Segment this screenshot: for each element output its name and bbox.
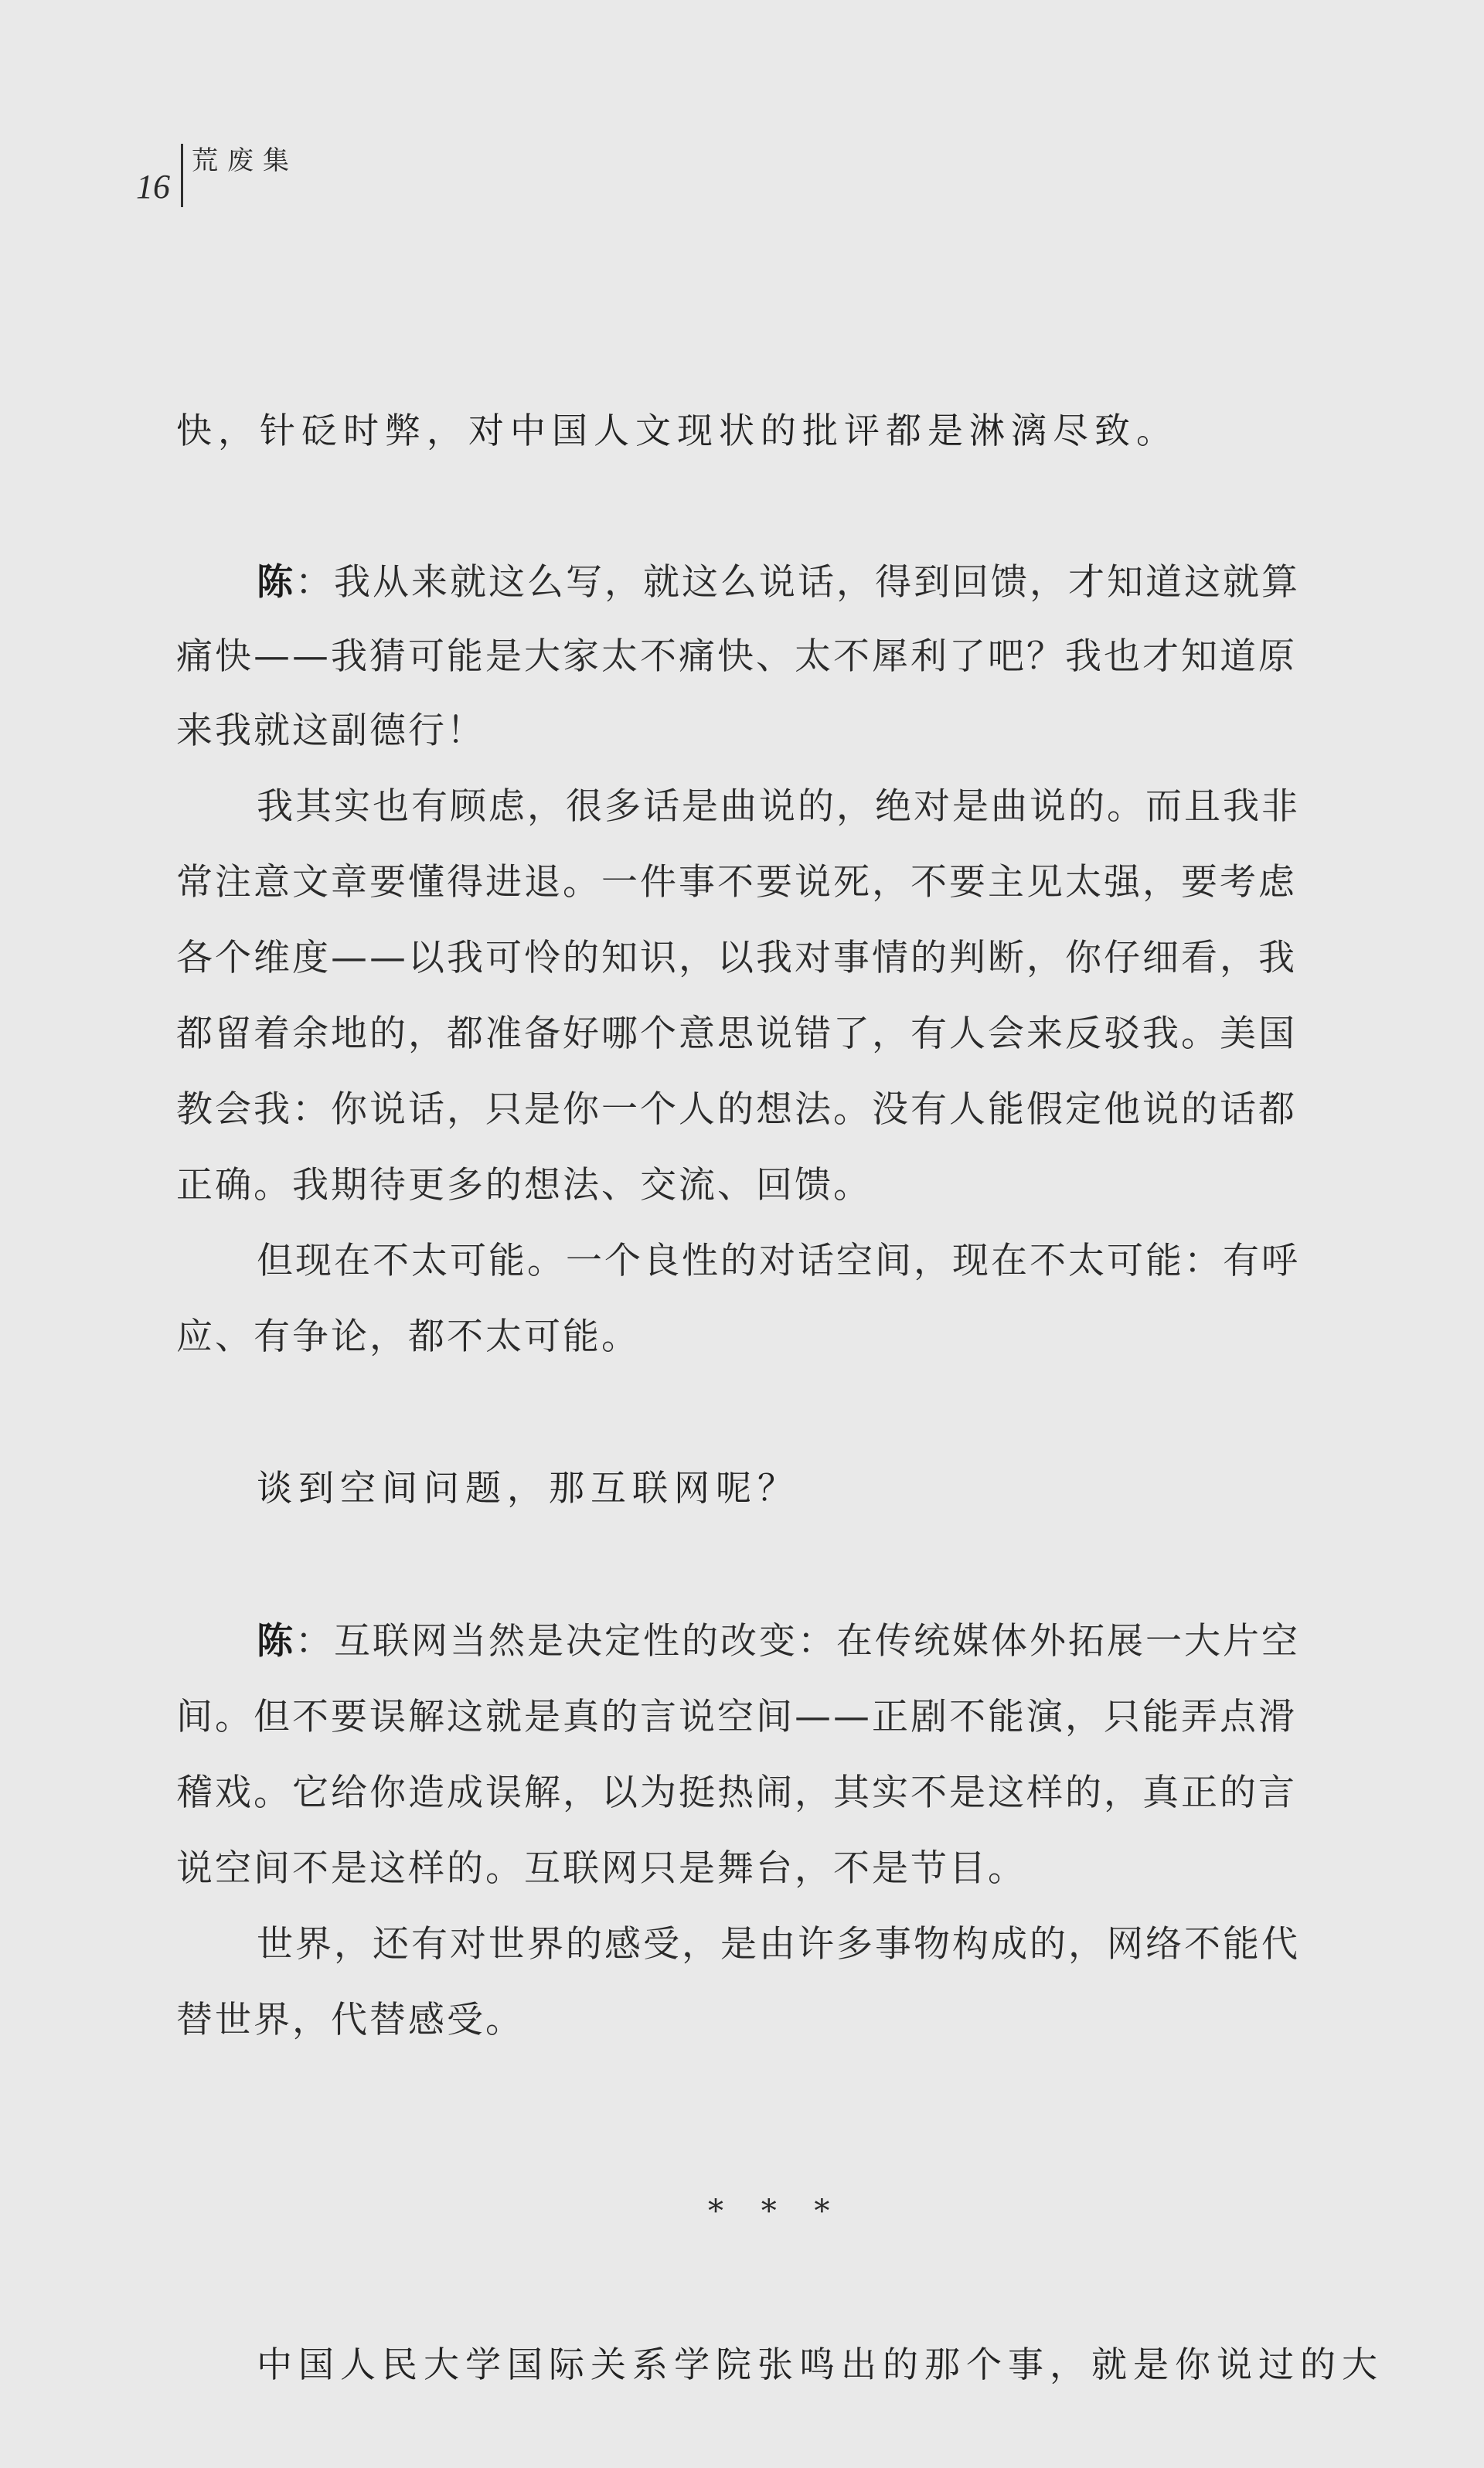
paragraph-line: 世界，还有对世界的感受，是由许多事物构成的，网络不能代 bbox=[257, 1923, 1300, 1966]
paragraph-line: 各个维度——以我可怜的知识，以我对事情的判断，你仔细看，我 bbox=[176, 937, 1297, 979]
paragraph-line: 正确。我期待更多的想法、交流、回馈。 bbox=[176, 1164, 872, 1207]
answer-line: 说空间不是这样的。互联网只是舞台，不是节目。 bbox=[176, 1847, 1026, 1890]
page-number: 16 bbox=[136, 168, 170, 206]
answer-line: 痛快——我猜可能是大家太不痛快、太不犀利了吧？我也才知道原 bbox=[176, 635, 1297, 678]
paragraph-line: 我其实也有顾虑，很多话是曲说的，绝对是曲说的。而且我非 bbox=[257, 785, 1300, 828]
answer-line: 来我就这副德行！ bbox=[176, 710, 485, 752]
speaker-label: 陈 bbox=[257, 561, 295, 604]
paragraph-line: 应、有争论，都不太可能。 bbox=[176, 1316, 640, 1358]
answer-line: 间。但不要误解这就是真的言说空间——正剧不能演，只能弄点滑 bbox=[176, 1696, 1297, 1738]
paragraph-line: 都留着余地的，都准备好哪个意思说错了，有人会来反驳我。美国 bbox=[176, 1013, 1297, 1055]
answer-text: ：我从来就这么写，就这么说话，得到回馈，才知道这就算 bbox=[295, 561, 1300, 604]
paragraph-line: 教会我：你说话，只是你一个人的想法。没有人能假定他说的话都 bbox=[176, 1088, 1297, 1131]
speaker-label: 陈 bbox=[257, 1620, 295, 1663]
answer-text: ：互联网当然是决定性的改变：在传统媒体外拓展一大片空 bbox=[295, 1620, 1300, 1663]
question-continuation: 快，针砭时弊，对中国人文现状的批评都是淋漓尽致。 bbox=[176, 410, 1178, 451]
paragraph-line: 但现在不太可能。一个良性的对话空间，现在不太可能：有呼 bbox=[257, 1240, 1300, 1282]
answer-line: 稽戏。它给你造成误解，以为挺热闹，其实不是这样的，真正的言 bbox=[176, 1772, 1297, 1814]
answer-line bbox=[257, 1620, 1300, 1663]
header-divider bbox=[181, 144, 183, 207]
interviewer-question: 谈到空间问题，那互联网呢？ bbox=[257, 1467, 799, 1509]
interviewer-question: 中国人民大学国际关系学院张鸣出的那个事，就是你说过的大 bbox=[257, 2344, 1384, 2385]
book-title: 荒废集 bbox=[192, 145, 298, 176]
paragraph-line: 常注意文章要懂得进退。一件事不要说死，不要主见太强，要考虑 bbox=[176, 861, 1297, 904]
section-separator: * * * bbox=[708, 2194, 844, 2229]
paragraph-line: 替世界，代替感受。 bbox=[176, 1999, 524, 2041]
answer-line bbox=[257, 561, 1300, 604]
